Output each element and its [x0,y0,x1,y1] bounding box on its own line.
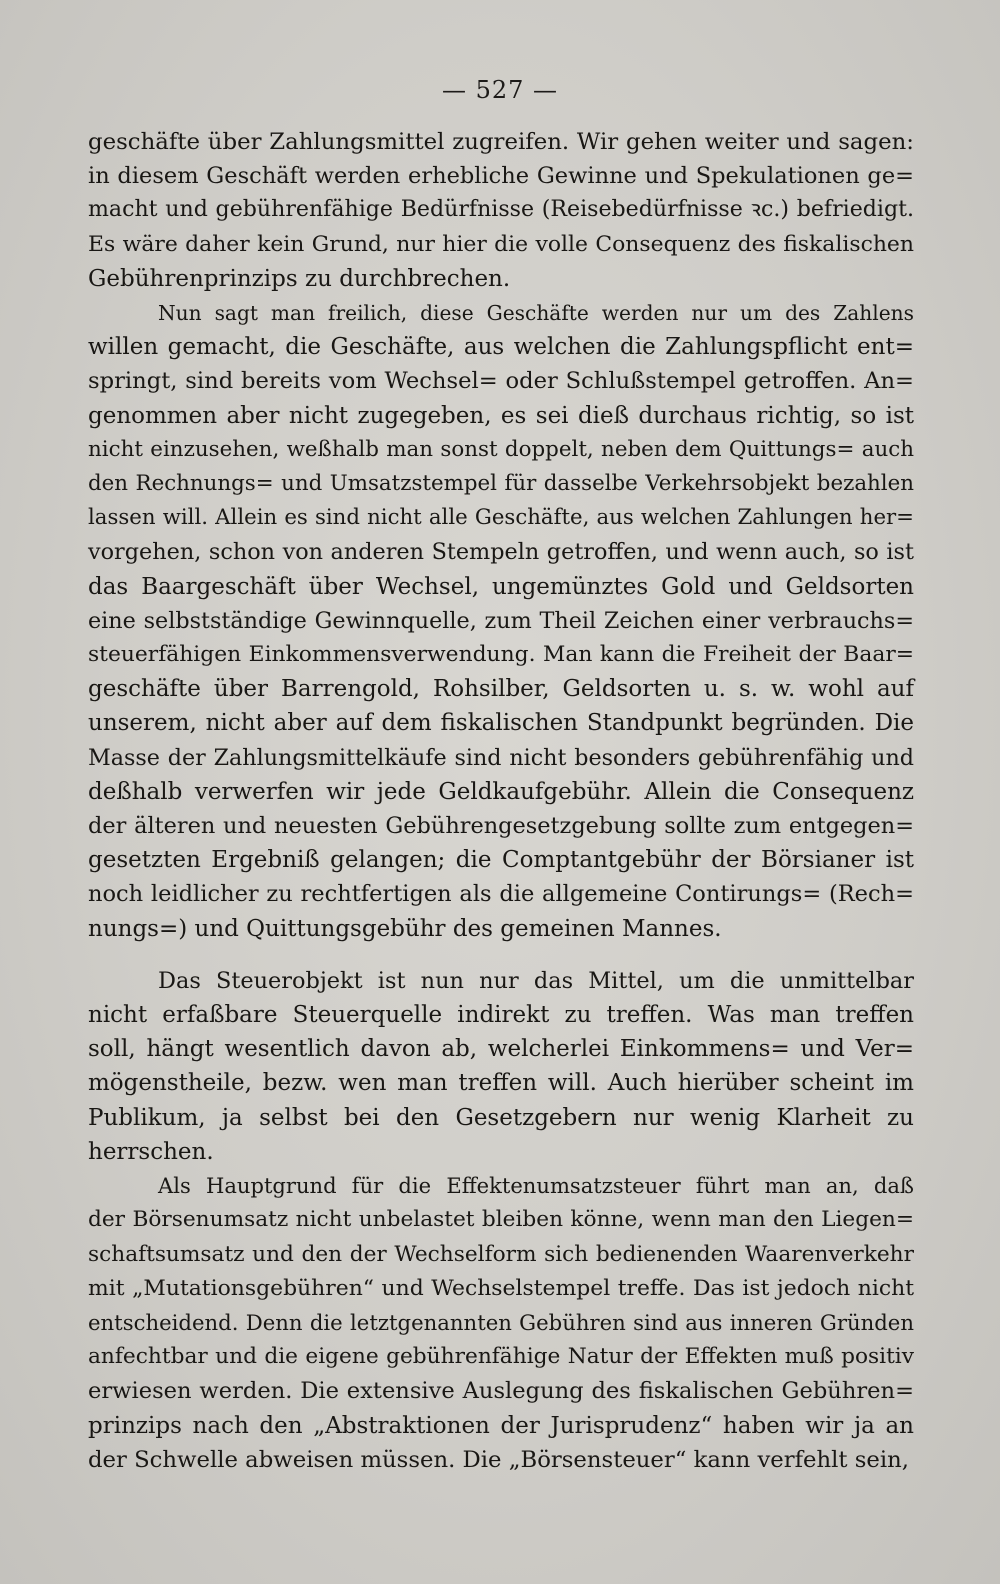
text-line: macht und gebührenfähige Bedürfnisse (Reisebedürfnisse ꝛc.) befriedigt. [88,197,914,223]
text-line: Masse der Zahlungsmittelkäufe sind nicht besonders gebührenfähig und [88,744,914,771]
text-line: vorgehen, schon von anderen Stempeln getroffen, und wenn auch, so ist [88,539,914,566]
text-line: das Baargeschäft über Wechsel, ungemünztes Gold und Geldsorten [88,573,914,600]
text-line: der Börsenumsatz nicht unbelastet bleiben könne, wenn man den Liegen= [88,1207,914,1233]
text-line: noch leidlicher zu rechtfertigen als die allgemeine Contirungs= (Rech= [88,881,914,908]
text-line: der älteren und neuesten Gebührengesetzgebung sollte zum entgegen= [88,813,914,840]
text-line: steuerfähigen Einkommensverwendung. Man kann die Freiheit der Baar= [88,642,914,668]
paragraph-gap [88,946,914,964]
text-line: der Schwelle abweisen müssen. Die „Börsensteuer“ kann verfehlt sein, [88,1446,910,1473]
paragraph [88,964,914,1169]
text-line: den Rechnungs= und Umsatzstempel für dasselbe Verkehrsobjekt bezahlen [88,471,914,497]
text-line: springt, sind bereits vom Wechsel= oder Schlußstempel getroffen. An= [88,368,914,395]
text-line: mit „Mutationsgebühren“ und Wechselstempel treffe. Das ist jedoch nicht [88,1275,914,1301]
text-line: herrschen. [88,1138,214,1165]
text-line: schaftsumsatz und den der Wechselform sich bedienenden Waarenverkehr [88,1241,914,1267]
text-line: Als Hauptgrund für die Effektenumsatzsteuer führt man an, daß [158,1173,914,1199]
paragraph [88,125,914,296]
text-line: Es wäre daher kein Grund, nur hier die volle Consequenz des fiskalischen [88,231,914,257]
text-line: nicht erfaßbare Steuerquelle indirekt zu treffen. Was man treffen [88,1002,914,1029]
text-line: entscheidend. Denn die letztgenannten Gebühren sind aus inneren Gründen [88,1309,914,1335]
text-line: deßhalb verwerfen wir jede Geldkaufgebühr. Allein die Consequenz [88,778,914,805]
paragraph [88,1169,914,1477]
text-line: erwiesen werden. Die extensive Auslegung des fiskalischen Gebühren= [88,1378,914,1405]
text-line: in diesem Geschäft werden erhebliche Gewinne und Spekulationen ge= [88,163,914,190]
page-number: — 527 — [441,76,559,104]
text-line: lassen will. Allein es sind nicht alle Geschäfte, aus welchen Zahlungen her= [88,505,914,531]
text-line: Gebührenprinzips zu durchbrechen. [88,265,511,292]
text-line: eine selbstständige Gewinnquelle, zum Theil Zeichen einer verbrauchs= [88,607,914,634]
text-line: geschäfte über Zahlungsmittel zugreifen. Wir gehen weiter und sagen: [88,129,914,155]
text-line: genommen aber nicht zugegeben, es sei dieß durchaus richtig, so ist [88,402,914,429]
text-line: Nun sagt man freilich, diese Geschäfte werden nur um des Zahlens [158,301,914,326]
text-line: mögenstheile, bezw. wen man treffen will. Auch hierüber scheint im [88,1070,914,1097]
paragraph [88,296,914,946]
text-line: prinzips nach den „Abstraktionen der Jurisprudenz“ haben wir ja an [88,1412,914,1439]
text-line: willen gemacht, die Geschäfte, aus welchen die Zahlungspflicht ent= [88,334,914,361]
text-line: soll, hängt wesentlich davon ab, welcherlei Einkommens= und Ver= [88,1036,914,1063]
text-line: nungs=) und Quittungsgebühr des gemeinen Mannes. [88,915,722,942]
text-line: Publikum, ja selbst bei den Gesetzgebern nur wenig Klarheit zu [88,1104,914,1131]
text-line: Das Steuerobjekt ist nun nur das Mittel, um die unmittelbar [158,967,914,994]
text-line: anfechtbar und die eigene gebührenfähige Natur der Effekten muß positiv [88,1344,914,1370]
body-text [88,125,914,1477]
text-line: geschäfte über Barrengold, Rohsilber, Geldsorten u. s. w. wohl auf [88,676,914,703]
text-line: unserem, nicht aber auf dem fiskalischen Standpunkt begründen. Die [88,710,914,737]
text-line: nicht einzusehen, weßhalb man sonst doppelt, neben dem Quittungs= auch [88,436,914,462]
text-line: gesetzten Ergebniß gelangen; die Comptantgebühr der Börsianer ist [88,847,914,874]
